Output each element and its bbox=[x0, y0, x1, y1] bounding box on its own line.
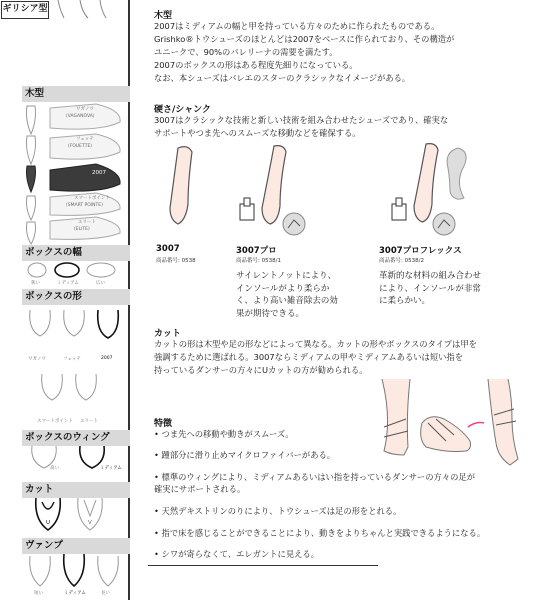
section-box-wing: ボックスのウィング bbox=[22, 430, 130, 446]
product-code: 商品番号: 0538/2 bbox=[379, 258, 424, 264]
shape-label: ワガノワ bbox=[28, 357, 46, 362]
text-line: • 天然デキストリンのりにより、トウシューズは足の形をとれる。 bbox=[154, 506, 402, 516]
insole-illustrations bbox=[148, 140, 543, 240]
product-code: 商品番号: 0538/1 bbox=[236, 258, 281, 264]
section-vamp: ヴァンプ bbox=[22, 538, 130, 554]
feature-item bbox=[154, 527, 485, 539]
feature-item bbox=[154, 428, 294, 440]
cut-text bbox=[154, 338, 477, 377]
text-line: く、より高い雑音除去の効 bbox=[236, 296, 338, 306]
features-heading: 特徴 bbox=[154, 419, 173, 429]
product-description bbox=[379, 270, 481, 308]
section-box-width: ボックスの幅 bbox=[22, 245, 130, 261]
text-line: により、インソールが非常 bbox=[379, 283, 481, 294]
last-label: (FOUETTE) bbox=[68, 144, 93, 149]
product-name: 3007 bbox=[156, 244, 180, 254]
sidebar bbox=[0, 0, 130, 600]
feature-item bbox=[154, 548, 319, 560]
last-label: フェッテ bbox=[76, 137, 94, 142]
bottom-divider bbox=[148, 565, 378, 566]
text-line: • 踵部分に滑り止めマイクロファイバーがある。 bbox=[154, 450, 336, 460]
shape-label: フェッテ bbox=[63, 357, 81, 362]
width-label: ミディアム bbox=[57, 281, 79, 286]
cut-label: U bbox=[46, 520, 51, 526]
width-label: 狭い bbox=[31, 281, 40, 286]
shank-heading: 硬さ/シャンク bbox=[154, 105, 211, 115]
text-line: 革新的な材料の組み合わせ bbox=[379, 271, 482, 281]
wing-label: ミディアム bbox=[100, 466, 122, 471]
shape-label: エリート bbox=[80, 419, 98, 424]
text-line: 果が期待できる。 bbox=[236, 308, 305, 319]
vamp-shapes bbox=[30, 554, 119, 586]
box-shape-shapes bbox=[30, 310, 119, 400]
text-line: サポートやつま先へのスムーズな移動などを確保する。 bbox=[154, 128, 361, 138]
last-heading: 木型 bbox=[154, 11, 173, 21]
cut-label: V bbox=[88, 520, 92, 526]
last-shapes bbox=[27, 104, 121, 244]
text-line: Grishko®トウシューズのほとんどは2007をベースに作られており、その構造が bbox=[154, 34, 455, 44]
shank-text bbox=[154, 114, 448, 140]
last-label: (ELITE) bbox=[74, 227, 90, 232]
text-line: インソールがより柔らか bbox=[236, 283, 330, 294]
text-line: 3007はクラシックな技術と新しい技術を組み合わせたシューズであり、確実な bbox=[154, 115, 449, 125]
text-line: • 指で床を感じることができることにより、動きをよりちゃんと実践できるようになる。 bbox=[154, 528, 486, 538]
text-line: • 標準のウィングにより、ミディアムあるいはい指を持っているダンサーの方々の足が bbox=[154, 472, 475, 482]
text-line: • つま先への移動や動きがスムーズ。 bbox=[154, 429, 294, 439]
vamp-label: 長い bbox=[101, 591, 110, 596]
text-line: なお、本シューズはバレエのスターのクラシックなイメージがある。 bbox=[154, 73, 411, 83]
product-name: 3007プロフレックス bbox=[379, 246, 462, 256]
vamp-label: 短い bbox=[34, 591, 43, 596]
text-line: • シワが寄らなくて、エレガントに見える。 bbox=[154, 549, 320, 559]
greek-type-label: ギリシア型 bbox=[1, 1, 49, 19]
text-line: 確実にサポートされる。 bbox=[154, 484, 246, 494]
feature-item bbox=[154, 505, 401, 517]
width-label: 広い bbox=[96, 281, 105, 286]
text-line: 強調するために選ばれる。3007ならミディアムの甲やミディアムあるいは短い指を bbox=[154, 352, 464, 362]
text-line: 2007のボックスの形はある程度先細りになっている。 bbox=[154, 60, 358, 70]
text-line: カットの形は木型や足の形などによって異なる。カットの形やボックスのタイプは甲を bbox=[154, 339, 477, 349]
feature-item bbox=[154, 449, 335, 461]
product-code: 商品番号: 0538 bbox=[156, 258, 196, 264]
last-label: スマートポイント bbox=[74, 196, 110, 201]
text-line: 持っているダンサーの方々にUカットの方が勧められる。 bbox=[154, 365, 368, 375]
text-line: に柔らかい。 bbox=[379, 296, 431, 306]
vamp-label: ミディアム bbox=[64, 591, 86, 596]
text-line: 2007はミディアムの幅と甲を持っている方々のために作られたものである。 bbox=[154, 21, 440, 31]
text-line: ユニークで、90%のバレリーナの需要を満たす。 bbox=[154, 47, 338, 57]
section-cut: カット bbox=[22, 482, 130, 498]
product-description bbox=[236, 270, 338, 320]
last-label: (SMART POINTE) bbox=[66, 203, 103, 208]
last-label: エリート bbox=[78, 220, 96, 225]
section-last: 木型 bbox=[22, 86, 130, 102]
last-label: 2007 bbox=[92, 170, 106, 176]
box-width-shapes bbox=[28, 263, 115, 277]
main-content bbox=[148, 0, 543, 600]
last-label: ワガノワ bbox=[76, 107, 94, 112]
shape-label: 2007 bbox=[101, 356, 113, 361]
shape-label: スマートポイント bbox=[37, 419, 73, 424]
cut-heading: カット bbox=[154, 329, 181, 339]
text-line: サイレントノットにより、 bbox=[236, 271, 337, 281]
product-name: 3007プロ bbox=[236, 246, 277, 256]
box-wing-shapes bbox=[32, 446, 105, 468]
dancer-feet-illustration bbox=[376, 375, 541, 475]
last-label: (VAGANOVA) bbox=[66, 114, 95, 119]
section-box-shape: ボックスの形 bbox=[22, 289, 130, 305]
intro-text bbox=[154, 20, 454, 85]
feature-item bbox=[154, 471, 475, 495]
wing-label: 高い bbox=[50, 466, 59, 471]
